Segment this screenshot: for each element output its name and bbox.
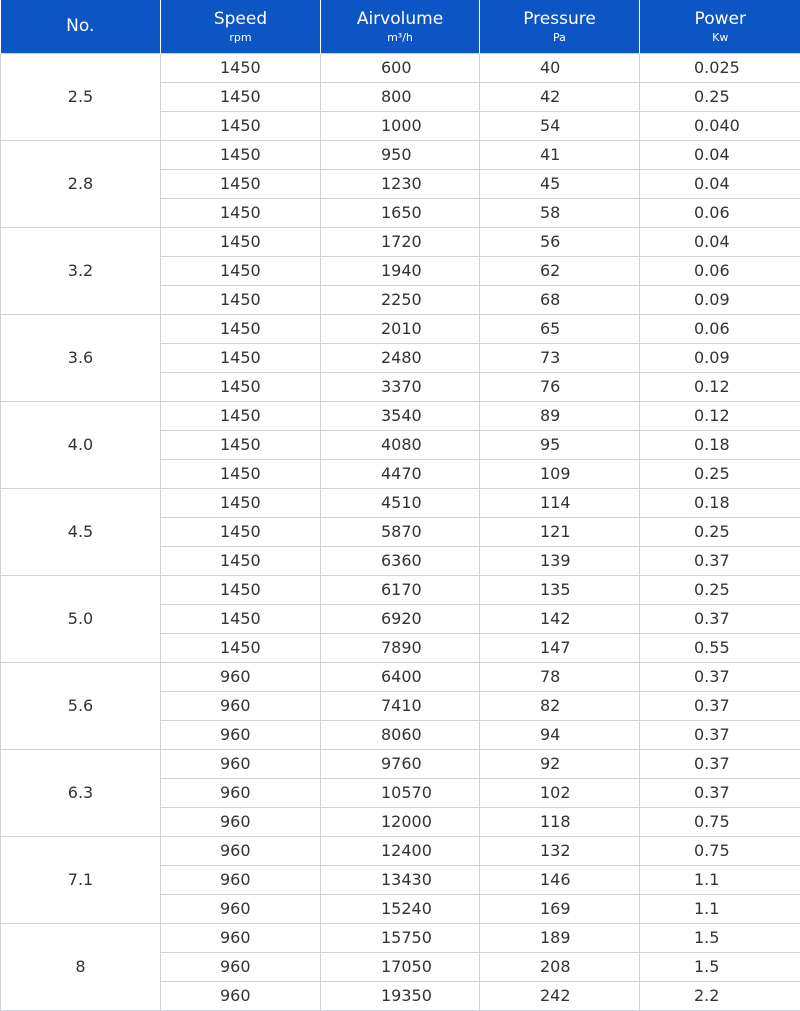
power-cell: 0.025 [640, 54, 800, 83]
speed-cell: 960 [161, 982, 321, 1011]
airvolume-cell: 15240 [321, 895, 480, 924]
speed-cell: 960 [161, 750, 321, 779]
table-row [1, 489, 800, 518]
power-cell: 0.18 [640, 489, 800, 518]
model-number-cell: 6.3 [1, 750, 161, 837]
header-no-label: No. [66, 16, 95, 36]
power-cell: 0.37 [640, 779, 800, 808]
pressure-cell: 76 [480, 373, 640, 402]
power-cell: 0.75 [640, 837, 800, 866]
header-power [640, 0, 800, 54]
table-row [1, 315, 800, 344]
power-cell: 0.37 [640, 692, 800, 721]
power-cell: 1.5 [640, 953, 800, 982]
power-cell: 0.04 [640, 228, 800, 257]
power-cell: 0.37 [640, 605, 800, 634]
pressure-cell: 89 [480, 402, 640, 431]
pressure-cell: 54 [480, 112, 640, 141]
power-cell: 0.06 [640, 257, 800, 286]
power-cell: 0.09 [640, 344, 800, 373]
speed-cell: 1450 [161, 112, 321, 141]
table-row [1, 228, 800, 257]
header-power-label: Power [694, 8, 746, 29]
pressure-cell: 56 [480, 228, 640, 257]
airvolume-cell: 4510 [321, 489, 480, 518]
airvolume-cell: 950 [321, 141, 480, 170]
table-body [1, 54, 800, 1011]
pressure-cell: 242 [480, 982, 640, 1011]
power-cell: 0.09 [640, 286, 800, 315]
pressure-cell: 147 [480, 634, 640, 663]
speed-cell: 1450 [161, 373, 321, 402]
pressure-cell: 45 [480, 170, 640, 199]
speed-cell: 960 [161, 837, 321, 866]
speed-cell: 1450 [161, 54, 321, 83]
airvolume-cell: 12400 [321, 837, 480, 866]
pressure-cell: 208 [480, 953, 640, 982]
model-number-cell: 5.6 [1, 663, 161, 750]
speed-cell: 1450 [161, 199, 321, 228]
airvolume-cell: 4470 [321, 460, 480, 489]
airvolume-cell: 600 [321, 54, 480, 83]
power-cell: 0.040 [640, 112, 800, 141]
power-cell: 0.75 [640, 808, 800, 837]
table-row [1, 837, 800, 866]
speed-cell: 1450 [161, 489, 321, 518]
pressure-cell: 139 [480, 547, 640, 576]
speed-cell: 1450 [161, 344, 321, 373]
speed-cell: 1450 [161, 576, 321, 605]
speed-cell: 960 [161, 779, 321, 808]
pressure-cell: 82 [480, 692, 640, 721]
airvolume-cell: 800 [321, 83, 480, 112]
header-pressure [480, 0, 640, 54]
table-row [1, 924, 800, 953]
model-number-cell: 3.6 [1, 315, 161, 402]
speed-cell: 1450 [161, 228, 321, 257]
power-cell: 0.04 [640, 141, 800, 170]
airvolume-cell: 1720 [321, 228, 480, 257]
airvolume-cell: 6360 [321, 547, 480, 576]
pressure-cell: 92 [480, 750, 640, 779]
pressure-cell: 114 [480, 489, 640, 518]
speed-cell: 1450 [161, 518, 321, 547]
pressure-cell: 78 [480, 663, 640, 692]
airvolume-cell: 2480 [321, 344, 480, 373]
speed-cell: 960 [161, 895, 321, 924]
pressure-cell: 95 [480, 431, 640, 460]
speed-cell: 960 [161, 663, 321, 692]
airvolume-cell: 1000 [321, 112, 480, 141]
pressure-cell: 62 [480, 257, 640, 286]
model-number-cell: 4.5 [1, 489, 161, 576]
airvolume-cell: 6920 [321, 605, 480, 634]
power-cell: 0.12 [640, 402, 800, 431]
speed-cell: 1450 [161, 141, 321, 170]
airvolume-cell: 19350 [321, 982, 480, 1011]
pressure-cell: 121 [480, 518, 640, 547]
pressure-cell: 102 [480, 779, 640, 808]
power-cell: 1.1 [640, 866, 800, 895]
pressure-cell: 109 [480, 460, 640, 489]
power-cell: 0.25 [640, 83, 800, 112]
power-cell: 0.37 [640, 663, 800, 692]
header-speed-unit: rpm [229, 30, 252, 44]
power-cell: 0.12 [640, 373, 800, 402]
pressure-cell: 68 [480, 286, 640, 315]
model-number-cell: 2.5 [1, 54, 161, 141]
model-number-cell: 8 [1, 924, 161, 1011]
header-power-unit: Kw [712, 30, 729, 44]
airvolume-cell: 15750 [321, 924, 480, 953]
speed-cell: 1450 [161, 402, 321, 431]
speed-cell: 1450 [161, 460, 321, 489]
table-header [1, 0, 800, 54]
airvolume-cell: 13430 [321, 866, 480, 895]
model-number-cell: 3.2 [1, 228, 161, 315]
speed-cell: 1450 [161, 547, 321, 576]
speed-cell: 960 [161, 692, 321, 721]
airvolume-cell: 10570 [321, 779, 480, 808]
speed-cell: 960 [161, 924, 321, 953]
pressure-cell: 58 [480, 199, 640, 228]
speed-cell: 960 [161, 808, 321, 837]
airvolume-cell: 1940 [321, 257, 480, 286]
speed-cell: 1450 [161, 605, 321, 634]
speed-cell: 1450 [161, 315, 321, 344]
speed-cell: 1450 [161, 286, 321, 315]
pressure-cell: 65 [480, 315, 640, 344]
power-cell: 0.06 [640, 199, 800, 228]
power-cell: 0.25 [640, 460, 800, 489]
header-speed-label: Speed [213, 8, 268, 29]
power-cell: 0.37 [640, 721, 800, 750]
table-row [1, 750, 800, 779]
airvolume-cell: 1650 [321, 199, 480, 228]
speed-cell: 1450 [161, 170, 321, 199]
pressure-cell: 94 [480, 721, 640, 750]
pressure-cell: 169 [480, 895, 640, 924]
header-no [1, 0, 161, 54]
power-cell: 0.37 [640, 750, 800, 779]
pressure-cell: 189 [480, 924, 640, 953]
airvolume-cell: 5870 [321, 518, 480, 547]
speed-cell: 960 [161, 866, 321, 895]
power-cell: 0.06 [640, 315, 800, 344]
power-cell: 2.2 [640, 982, 800, 1011]
model-number-cell: 2.8 [1, 141, 161, 228]
table-row [1, 141, 800, 170]
pressure-cell: 41 [480, 141, 640, 170]
pressure-cell: 118 [480, 808, 640, 837]
airvolume-cell: 9760 [321, 750, 480, 779]
airvolume-cell: 7890 [321, 634, 480, 663]
pressure-cell: 40 [480, 54, 640, 83]
airvolume-cell: 2010 [321, 315, 480, 344]
header-row [1, 0, 800, 54]
table-row [1, 402, 800, 431]
airvolume-cell: 17050 [321, 953, 480, 982]
power-cell: 0.04 [640, 170, 800, 199]
power-cell: 0.55 [640, 634, 800, 663]
model-number-cell: 7.1 [1, 837, 161, 924]
airvolume-cell: 6400 [321, 663, 480, 692]
airvolume-cell: 3370 [321, 373, 480, 402]
power-cell: 0.37 [640, 547, 800, 576]
pressure-cell: 132 [480, 837, 640, 866]
airvolume-cell: 1230 [321, 170, 480, 199]
airvolume-cell: 12000 [321, 808, 480, 837]
pressure-cell: 135 [480, 576, 640, 605]
model-number-cell: 5.0 [1, 576, 161, 663]
airvolume-cell: 4080 [321, 431, 480, 460]
airvolume-cell: 8060 [321, 721, 480, 750]
pressure-cell: 142 [480, 605, 640, 634]
header-speed [161, 0, 321, 54]
speed-cell: 960 [161, 721, 321, 750]
speed-cell: 1450 [161, 257, 321, 286]
speed-cell: 1450 [161, 634, 321, 663]
airvolume-cell: 3540 [321, 402, 480, 431]
airvolume-cell: 2250 [321, 286, 480, 315]
power-cell: 0.18 [640, 431, 800, 460]
speed-cell: 1450 [161, 83, 321, 112]
header-pressure-unit: Pa [553, 30, 566, 44]
pressure-cell: 73 [480, 344, 640, 373]
model-number-cell: 4.0 [1, 402, 161, 489]
table-row [1, 54, 800, 83]
power-cell: 1.5 [640, 924, 800, 953]
airvolume-cell: 7410 [321, 692, 480, 721]
power-cell: 0.25 [640, 576, 800, 605]
speed-cell: 1450 [161, 431, 321, 460]
header-pressure-label: Pressure [523, 8, 596, 29]
header-airvolume-label: Airvolume [356, 8, 444, 29]
table-row [1, 663, 800, 692]
speed-cell: 960 [161, 953, 321, 982]
power-cell: 1.1 [640, 895, 800, 924]
header-airvolume [321, 0, 480, 54]
header-airvolume-unit: m³/h [387, 30, 413, 44]
power-cell: 0.25 [640, 518, 800, 547]
pressure-cell: 42 [480, 83, 640, 112]
table-row [1, 576, 800, 605]
airvolume-cell: 6170 [321, 576, 480, 605]
pressure-cell: 146 [480, 866, 640, 895]
